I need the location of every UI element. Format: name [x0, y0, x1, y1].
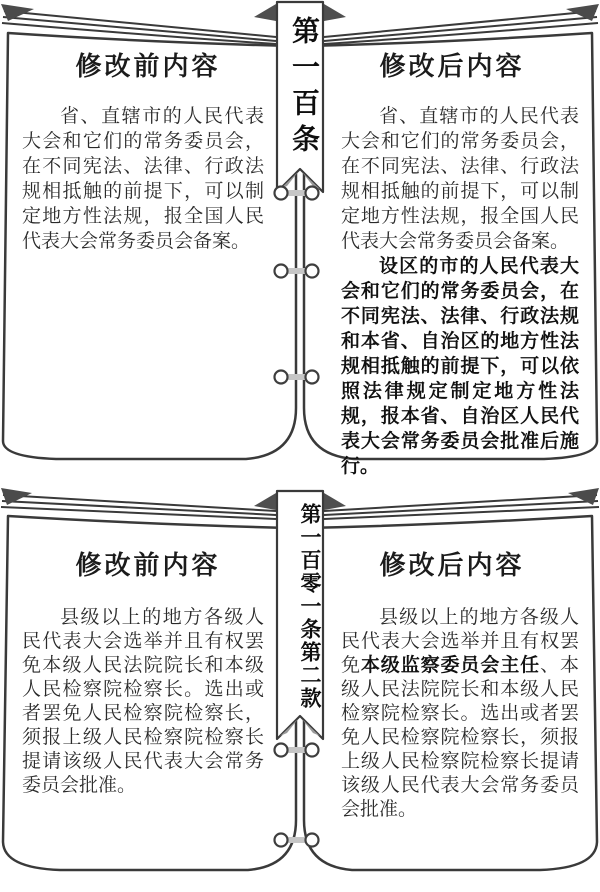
- before-heading: 修改前内容: [75, 550, 221, 580]
- after-paragraph-added: 设区的市的人民代表大会和它们的常务委员会，在不同宪法、法律、行政法规和本省、自治区的地方性法规相抵触的前提下，可以依照法律规定制定地方性法规，报本省、自治区人民代表大会常务委员会批准后施行。: [341, 256, 579, 477]
- article-ribbon-label: 第一百条: [289, 16, 320, 160]
- after-text-added: 本级监察委员会主任: [360, 655, 541, 676]
- before-body: [22, 104, 264, 254]
- after-paragraph: [341, 606, 579, 822]
- ribbon-fold-left-icon: [254, 493, 276, 510]
- ribbon-fold-left-icon: [254, 4, 276, 21]
- after-body: [341, 104, 579, 479]
- after-body: [341, 606, 579, 822]
- article-ribbon-label: 第一百零一条第二款: [298, 503, 321, 710]
- after-heading: 修改后内容: [379, 550, 525, 580]
- after-text-lead: 县级以上的地方各级人民代表大会选举并且有权罢免: [341, 607, 579, 676]
- ribbon-fold-right-icon: [324, 4, 346, 21]
- after-paragraph-unchanged: 省、直辖市的人民代表大会和它们的常务委员会，在不同宪法、法律、行政法规相抵触的前提下，可以制定地方性法规，报全国人民代表大会常务委员会备案。: [341, 106, 579, 252]
- before-paragraph: 县级以上的地方各级人民代表大会选举并且有权罢免本级人民法院院长和本级人民检察院检察长。选出或者罢免人民检察院检察长，须报上级人民检察院检察长提请该级人民代表大会常务委员会批准。: [22, 607, 264, 796]
- ribbon-fold-right-icon: [324, 493, 346, 510]
- before-heading: 修改前内容: [75, 51, 221, 81]
- before-paragraph: 省、直辖市的人民代表大会和它们的常务委员会，在不同宪法、法律、行政法规相抵触的前提下，可以制定地方性法规，报全国人民代表大会常务委员会备案。: [22, 106, 264, 252]
- after-text-tail: 、本级人民法院院长和本级人民检察院检察长。选出或者罢免人民检察院检察长，须报上级人民检察院检察长提请该级人民代表大会常务委员会批准。: [341, 655, 579, 820]
- after-heading: 修改后内容: [379, 51, 525, 81]
- before-body: [22, 606, 264, 798]
